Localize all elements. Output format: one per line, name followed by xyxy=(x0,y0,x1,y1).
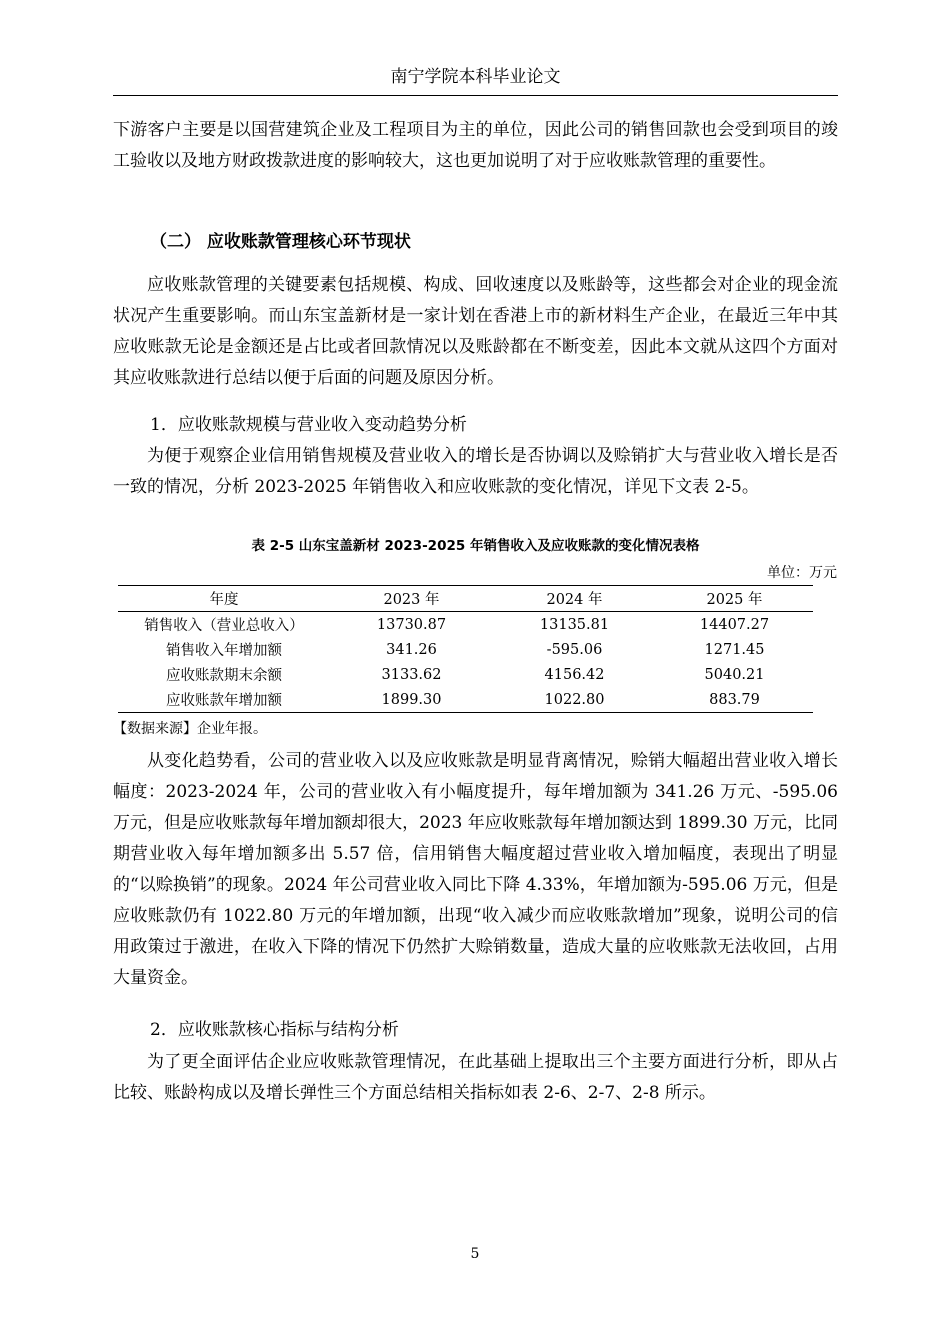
table-cell: 1022.80 xyxy=(544,691,605,708)
revenue-receivables-table xyxy=(118,585,813,713)
table-cell: 销售收入年增加额 xyxy=(166,643,282,659)
table-cell: 341.26 xyxy=(386,641,437,658)
page-number: 5 xyxy=(470,1246,480,1262)
table-cell: 3133.62 xyxy=(381,666,442,683)
paragraph-intro: 下游客户主要是以国营建筑企业及工程项目为主的单位，因此公司的销售回款也会受到项目的竣工验收以及地方财政拨款进度的影响较大，这也更加说明了对于应收账款管理的重要性。 xyxy=(113,120,838,171)
table-row xyxy=(118,637,813,662)
table-cell: 5040.21 xyxy=(704,666,765,683)
table-cell: 883.79 xyxy=(709,691,760,708)
table-cell: 1271.45 xyxy=(704,641,765,658)
section-heading: （二） 应收账款管理核心环节现状 xyxy=(150,232,411,252)
subheading-2: 2．应收账款核心指标与结构分析 xyxy=(150,1020,399,1040)
table-cell: -595.06 xyxy=(546,641,603,658)
paragraph-section: 应收账款管理的关键要素包括规模、构成、回收速度以及账龄等，这些都会对企业的现金流状况产生重要影响。而山东宝盖新材是一家计划在香港上市的新材料生产企业，在最近三年中其应收账款无论是金额还是占比或者回款情况以及账龄都在不断变差，因此本文就从这四个方面对其应收账款进行总结以便于后面的问题及原因分析。 xyxy=(113,275,838,388)
subheading-1: 1．应收账款规模与营业收入变动趋势分析 xyxy=(150,415,467,435)
column-header: 2024 年 xyxy=(493,586,656,612)
table-cell: 4156.42 xyxy=(544,666,605,683)
table-cell: 应收账款期末余额 xyxy=(166,668,282,684)
column-header: 年度 xyxy=(118,586,330,612)
paragraph-3: 为了更全面评估企业应收账款管理情况，在此基础上提取出三个主要方面进行分析，即从占比较、账龄构成以及增长弹性三个方面总结相关指标如表 2-6、2-7、2-8 所示。 xyxy=(113,1052,838,1103)
column-header: 2023 年 xyxy=(330,586,493,612)
table-cell: 14407.27 xyxy=(699,616,770,633)
table-cell: 13730.87 xyxy=(376,616,447,633)
table-source-note: 【数据来源】企业年报。 xyxy=(113,721,267,737)
table-unit: 单位：万元 xyxy=(767,565,837,581)
paragraph-2: 从变化趋势看，公司的营业收入以及应收账款是明显背离情况，赊销大幅超出营业收入增长幅度：2023-2024 年，公司的营业收入有小幅度提升，每年增加额为 341.26 万元、-595.06 万元，但是应收账款每年增加额却很大，2023 年应收账款每年增加额达到 1899.30 万元，比同期营业收入每年增加额多出 5.57 倍，信用销售大幅度超过营业收入增加幅度，表现出了明显的“以赊换销”的现象。2024 年公司营业收入同比下降 4.33%，年增加额为-595.06 万元，但是应收账款仍有 1022.80 万元的年增加额，出现“收入减少而应收账款增加”现象，说明公司的信用政策过于激进，在收入下降的情况下仍然扩大赊销数量，造成大量的应收账款无法收回，占用大量资金。 xyxy=(113,751,838,988)
table-row xyxy=(118,612,813,638)
table-cell: 应收账款年增加额 xyxy=(166,693,282,709)
table-cell: 销售收入（营业总收入） xyxy=(144,618,304,634)
table-row xyxy=(118,687,813,713)
header-divider xyxy=(113,95,838,96)
table-cell: 13135.81 xyxy=(539,616,610,633)
table-row xyxy=(118,662,813,687)
page-header: 南宁学院本科毕业论文 xyxy=(390,67,561,87)
paragraph-1: 为便于观察企业信用销售规模及营业收入的增长是否协调以及赊销扩大与营业收入增长是否一致的情况，分析 2023-2025 年销售收入和应收账款的变化情况，详见下文表 2-5。 xyxy=(113,446,838,497)
column-header: 2025 年 xyxy=(656,586,813,612)
table-cell: 1899.30 xyxy=(381,691,442,708)
table-caption: 表 2-5 山东宝盖新材 2023-2025 年销售收入及应收账款的变化情况表格 xyxy=(251,538,700,554)
table-header-row xyxy=(118,586,813,612)
